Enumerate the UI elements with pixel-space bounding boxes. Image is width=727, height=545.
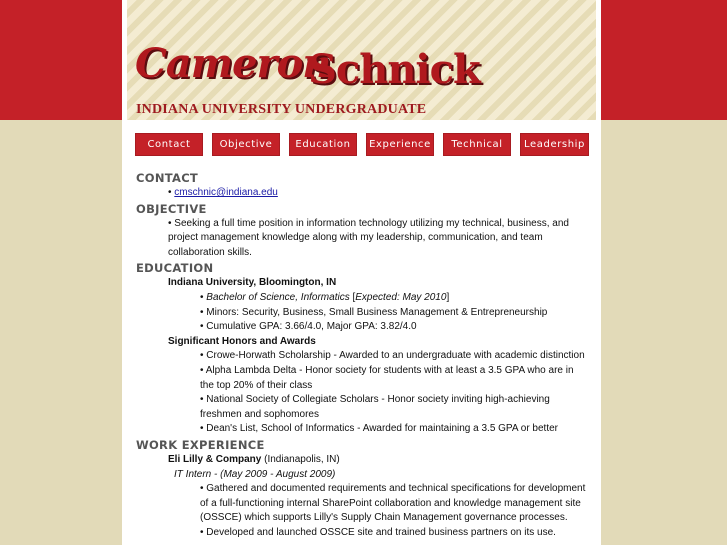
employer-line bbox=[136, 453, 596, 468]
school-name: Indiana University, Bloomington, IN bbox=[168, 277, 337, 289]
degree-line bbox=[136, 291, 596, 306]
degree-name: Bachelor of Science, Informatics bbox=[206, 291, 350, 303]
main-nav bbox=[135, 133, 595, 157]
education-heading: EDUCATION bbox=[136, 261, 214, 276]
nav-contact-button[interactable]: Contact bbox=[135, 133, 203, 156]
employer-location: (Indianapolis, IN) bbox=[261, 453, 340, 465]
nav-education-button[interactable]: Education bbox=[289, 133, 357, 156]
role-title: IT Intern - bbox=[174, 468, 221, 480]
experience-bullet: • Gathered and documented requirements and technical specifications for development of a full-functioning internal SharePoint collaboration and knowledge management site (OSSCE) which supports Lilly's Supply Chain Management governance processes. bbox=[200, 483, 586, 524]
honor-item: • Alpha Lambda Delta - Honor society for students with at least a 3.5 GPA who are in the top 20% of their class bbox=[200, 364, 574, 391]
nav-leadership-button[interactable]: Leadership bbox=[520, 133, 589, 156]
objective-heading: OBJECTIVE bbox=[136, 201, 207, 216]
email-link[interactable]: cmschnic@indiana.edu bbox=[174, 187, 278, 198]
resume-content bbox=[136, 170, 596, 540]
nav-technical-button[interactable]: Technical bbox=[443, 133, 511, 156]
nav-experience-button[interactable]: Experience bbox=[366, 133, 434, 156]
role-line bbox=[136, 468, 596, 483]
employer-name: Eli Lilly & Company bbox=[168, 453, 262, 465]
name-last: Schnick bbox=[308, 46, 480, 93]
honors-heading: Significant Honors and Awards bbox=[168, 335, 316, 347]
role-dates: (May 2009 - August 2009) bbox=[220, 468, 336, 480]
minors-line: • Minors: Security, Business, Small Business Management & Entrepreneurship bbox=[200, 306, 548, 318]
honor-item: • Dean's List, School of Informatics - Awarded for maintaining a 3.5 GPA or better bbox=[200, 423, 558, 435]
expected-date: Expected: May 2010 bbox=[355, 291, 447, 303]
honor-item: • National Society of Collegiate Scholars - Honor society inviting high-achieving freshmen and sophomores bbox=[200, 394, 550, 420]
name-first: Cameron bbox=[135, 40, 331, 87]
work-experience-heading: WORK EXPERIENCE bbox=[136, 437, 265, 452]
objective-text: • Seeking a full time position in information technology utilizing my technical, business, and project management knowledge along with my leadership, communication, and team collaboration skills. bbox=[168, 217, 569, 258]
contact-bullet: • bbox=[168, 187, 172, 198]
contact-line bbox=[136, 186, 596, 201]
header-subtitle: INDIANA UNIVERSITY UNDERGRADUATE bbox=[136, 102, 427, 117]
gpa-line: • Cumulative GPA: 3.66/4.0, Major GPA: 3.82/4.0 bbox=[200, 321, 417, 333]
expected-close: ] bbox=[446, 291, 450, 303]
honor-item: • Crowe-Horwath Scholarship - Awarded to an undergraduate with academic distinction bbox=[200, 350, 585, 362]
contact-heading: CONTACT bbox=[136, 171, 199, 185]
experience-bullet: • Developed and launched OSSCE site and trained business partners on its use. bbox=[200, 526, 556, 538]
degree-bullet: • bbox=[200, 291, 204, 303]
expected-open: [ bbox=[352, 291, 356, 303]
header-banner bbox=[127, 0, 596, 120]
nav-objective-button[interactable]: Objective bbox=[212, 133, 280, 156]
